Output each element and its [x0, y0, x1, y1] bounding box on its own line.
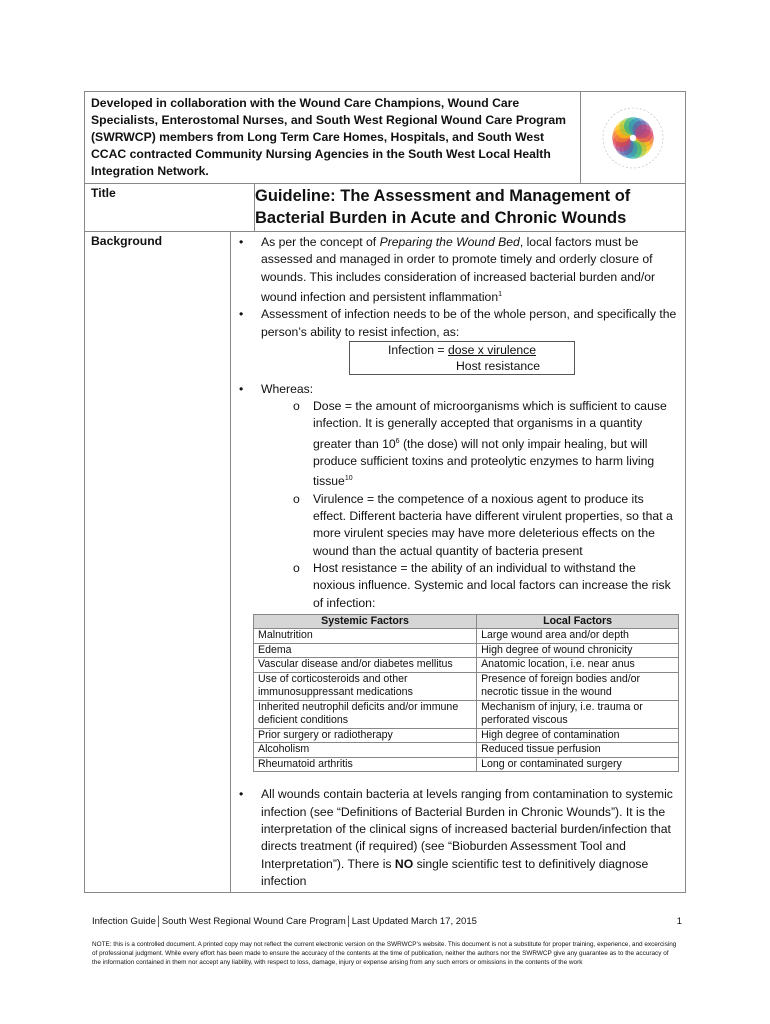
background-row [85, 232, 685, 892]
table-row [254, 743, 679, 758]
table-row [254, 643, 679, 658]
risk-factors-table [253, 614, 679, 773]
dose-exponent: 6 [395, 437, 400, 445]
bullet-assessment [261, 306, 679, 375]
bullet4-text-a: All wounds contain bacteria at levels ranging from contamination to systemic infection (see “Definitions of Bacterial Burden in Chronic Wounds”). It is the interpretation of the clinical signs of increased bacterial burden/infection that directs treatment (if required) (see “Bioburden Assessment Tool and Interpretation”). There is [261, 787, 673, 871]
systemic-factor: Prior surgery or radiotherapy [254, 728, 477, 743]
definition-host-resistance: o Host resistance = the ability of an individual to withstand the noxious influence. Systemic and local factors can increase the risk of infection: [313, 560, 679, 612]
bullet-bacteria-levels [261, 786, 679, 890]
local-factor: Anatomic location, i.e. near anus [477, 658, 679, 673]
infection-formula [349, 341, 575, 375]
definitions-list [261, 398, 679, 612]
table-row [254, 629, 679, 644]
local-factor: Long or contaminated surgery [477, 757, 679, 772]
table-row [254, 757, 679, 772]
intro-row [85, 92, 685, 184]
table-row [254, 728, 679, 743]
page-title: Guideline: The Assessment and Management of Bacterial Burden in Acute and Chronic Wounds [255, 187, 631, 227]
systemic-factor: Alcoholism [254, 743, 477, 758]
bullet-whereas [258, 381, 679, 772]
background-bullets [237, 234, 679, 890]
bullet2-text: Assessment of infection needs to be of the whole person, and specifically the person’s ability to resist infection, as: [261, 307, 677, 339]
formula-prefix: Infection = [387, 342, 448, 357]
table-row [254, 700, 679, 728]
page-number: 1 [676, 916, 682, 927]
local-factor: High degree of wound chronicity [477, 643, 679, 658]
bullet1-ref: 1 [498, 290, 503, 298]
footer-text: Infection Guide│South West Regional Wound Care Program│Last Updated March 17, 2015 [92, 916, 477, 927]
systemic-factor: Rheumatoid arthritis [254, 757, 477, 772]
local-factor: Large wound area and/or depth [477, 629, 679, 644]
bullet4-strong: NO [394, 856, 414, 871]
bullet4-text-b: single scientific test to definitively diagnose infection [261, 856, 649, 888]
logo-cell [581, 92, 685, 183]
bullet1-emphasis: Preparing the Wound Bed [379, 235, 520, 249]
bullet1-text-b: , local factors must be assessed and managed in order to promote timely and orderly closure of wounds. This includes consideration of increased bacterial burden and/or wound infection and persistent inflammation [261, 235, 656, 304]
background-label: Background [85, 232, 231, 892]
local-factor: Presence of foreign bodies and/or necrotic tissue in the wound [477, 672, 679, 700]
title-label: Title [85, 184, 255, 231]
table-row [254, 658, 679, 673]
title-row [85, 184, 685, 232]
systemic-factor: Inherited neutrophil deficits and/or immune deficient conditions [254, 700, 477, 728]
local-factors-header: Local Factors [477, 614, 679, 629]
collaboration-statement: Developed in collaboration with the Wound Care Champions, Wound Care Specialists, Enterostomal Nurses, and South West Regional Wound Care Program (SWRWCP) members from Long Term Care Homes, Hospitals, and South West CCAC contracted Community Nursing Agencies in the South West Local Health Integration Network. [85, 92, 581, 183]
local-factor: Mechanism of injury, i.e. trauma or perforated viscous [477, 700, 679, 728]
local-factor: Reduced tissue perfusion [477, 743, 679, 758]
local-factor: High degree of contamination [477, 728, 679, 743]
dose-text-b: (the dose) will not only impair healing, but will produce sufficient toxins and proteolytic enzymes to harm living tissue [313, 436, 655, 489]
formula-denominator: Host resistance [456, 358, 540, 373]
background-content [231, 232, 685, 892]
bullet-wound-bed [261, 234, 679, 306]
table-row [254, 672, 679, 700]
bullet3-text: Whereas: [261, 381, 314, 396]
definition-virulence: o Virulence = the competence of a noxious agent to produce its effect. Different bacteria have different virulent properties, so that a more virulent species may have more deleterious effects on the wound than the actual quantity of bacteria present [313, 491, 679, 560]
systemic-factor: Vascular disease and/or diabetes mellitus [254, 658, 477, 673]
dose-ref: 10 [344, 475, 353, 483]
guideline-document [84, 91, 686, 893]
systemic-factor: Use of corticosteroids and other immunosuppressant medications [254, 672, 477, 700]
definition-dose [313, 398, 679, 491]
systemic-factor: Malnutrition [254, 629, 477, 644]
page-footer [92, 916, 682, 927]
bullet1-text-a: As per the concept of [261, 235, 380, 249]
swrwcp-logo-icon [596, 101, 670, 175]
disclaimer-note: NOTE: this is a controlled document. A printed copy may not reflect the current electronic version on the SWRWCP’s website. This document is not a substitute for proper training, experience, and excercising of professional judgment. While every effort has been made to ensure the accuracy of the contents at the time of publication, neither the authors nor the SWRWCP give any guarantee as to the accuracy of the information contained in them nor accept any liability, with respect to loss, damage, injury or expense arising from any such errors or omissions in the contents of the work [92, 941, 677, 966]
systemic-factor: Edema [254, 643, 477, 658]
systemic-factors-header: Systemic Factors [254, 614, 477, 629]
dose-text-a: Dose = the amount of microorganisms which is sufficient to cause infection. It is generally accepted that organisms in a quantity greater than 10 [313, 399, 667, 451]
formula-numerator: dose x virulence [447, 342, 537, 357]
